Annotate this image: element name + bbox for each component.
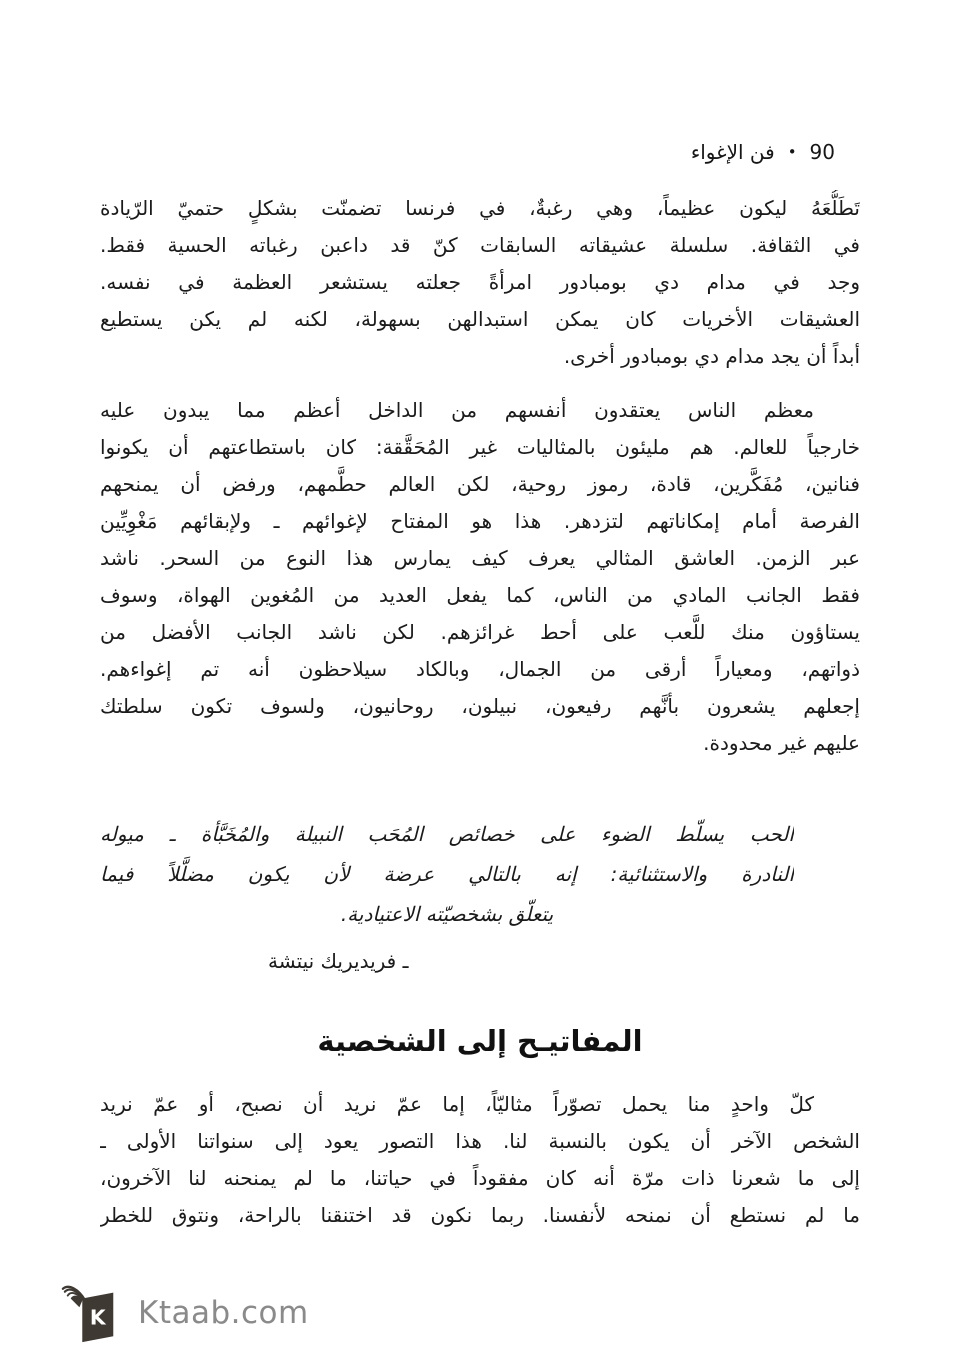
book-title: فن الإغواء	[690, 140, 775, 164]
page-content	[100, 190, 860, 1234]
text-line: تَطَلُّعَهُ ليكون عظيماً، وهي رغبةٌ، في فرنسا تضمنّت بشكلٍ حتميّ الرّيادة	[100, 196, 860, 220]
text-line: وجد في مدام دي بومبادور امرأةً جعلته يستشعر العظمة في نفسه.	[100, 270, 860, 294]
text-line: الشخص الآخر أن يكون بالنسبة لنا. هذا التصور يعود إلى سنواتنا الأولى ـ	[100, 1129, 860, 1153]
text-line: عبر الزمن. العاشق المثالي يعرف كيف يمارس هذا النوع من السحر. ناشد	[100, 546, 860, 570]
logo-letter-k: K	[89, 1305, 106, 1330]
page-number: 90	[809, 140, 835, 164]
ktaab-watermark-logo	[60, 1282, 309, 1344]
text-line: فقط الجانب المادي من الناس، كما يفعل العديد من المُغوين الهواة، وسوف	[100, 583, 860, 607]
nietzsche-quote	[100, 814, 860, 934]
brand-text: Ktaab.com	[138, 1295, 309, 1331]
text-line: العشيقات الأخريات كان يمكن استبدالهن بسهولة، لكنه لم يكن يستطيع	[100, 307, 860, 331]
quote-attribution: ـ فريديريك نيتشة	[268, 949, 409, 973]
text-line: كلّ واحدٍ منا يحمل تصوّراً مثاليّاً، إما عمّ نريد أن نصبح، أو عمّ نريد	[100, 1092, 814, 1116]
text-line: عليهم غير محدودة.	[703, 731, 860, 755]
text-line: يستاؤون منك للَّعب على أحط غرائزهم. لكن ناشد الجانب الأفضل من	[100, 620, 860, 644]
book-icon	[60, 1282, 122, 1344]
text-line: إلى ما شعرنا ذات مرّة أنه كان مفقوداً في حياتنا، ما لم يمنحنه لنا الآخرون،	[100, 1166, 860, 1190]
section-heading: المفاتيـح إلى الشخصية	[317, 1024, 643, 1058]
text-line: الحب يسلّط الضوء على خصائص المُحَب النبيلة والمُخَبَّأة ـ ميوله	[100, 822, 794, 846]
text-line: الفرصة أمام إمكاناتهم لتزدهر. هذا هو المفتاح لإغوائهم ـ ولإبقائهم مَغْوِيِّين	[100, 509, 860, 533]
paragraph-3	[100, 1086, 860, 1234]
text-line: إجعلهم يشعرون بأنَّهم رفيعون، نبيلون، روحانيون، ولسوف تكون سلطتك	[100, 694, 860, 718]
text-line: خارجياً للعالم. هم مليئون بالمثاليات غير المُحَقَّقة: كان باستطاعتهم أن يكونوا	[100, 435, 860, 459]
page-header	[691, 140, 835, 164]
text-line: يتعلّق بشخصيّته الاعتيادية.	[340, 902, 554, 926]
paragraph-2	[100, 392, 860, 762]
text-line: معظم الناس يعتقدون أنفسهم من الداخل أعظم مما يبدون عليه	[100, 398, 814, 422]
text-line: ذواتهم، ومعياراً أرقى من الجمال، وبالكاد سيلاحظون أنه تم إغواءهم.	[100, 657, 860, 681]
paragraph-1	[100, 190, 860, 375]
text-line: في الثقافة. سلسلة عشيقاته السابقات كنّ قد داعبن رغباته الحسية فقط.	[100, 233, 860, 257]
text-line: أبداً أن يجد مدام دي بومبادور أخرى.	[563, 344, 860, 368]
text-line: ما لم نستطع أن نمنحه لأنفسنا. ربما نكون قد اختنقنا بالراحة، ونتوق للخطر	[100, 1203, 860, 1227]
text-line: فنانين، مُفَكَّرين، قادة، رموز روحية، لكن العالم حطَّمهم، ورفض أن يمنحهم	[100, 472, 860, 496]
header-bullet-separator: •	[787, 143, 797, 161]
text-line: النادرة والاستثنائية: إنه بالتالي عرضة لأن يكون مضلَّلاً فيما	[100, 862, 794, 886]
